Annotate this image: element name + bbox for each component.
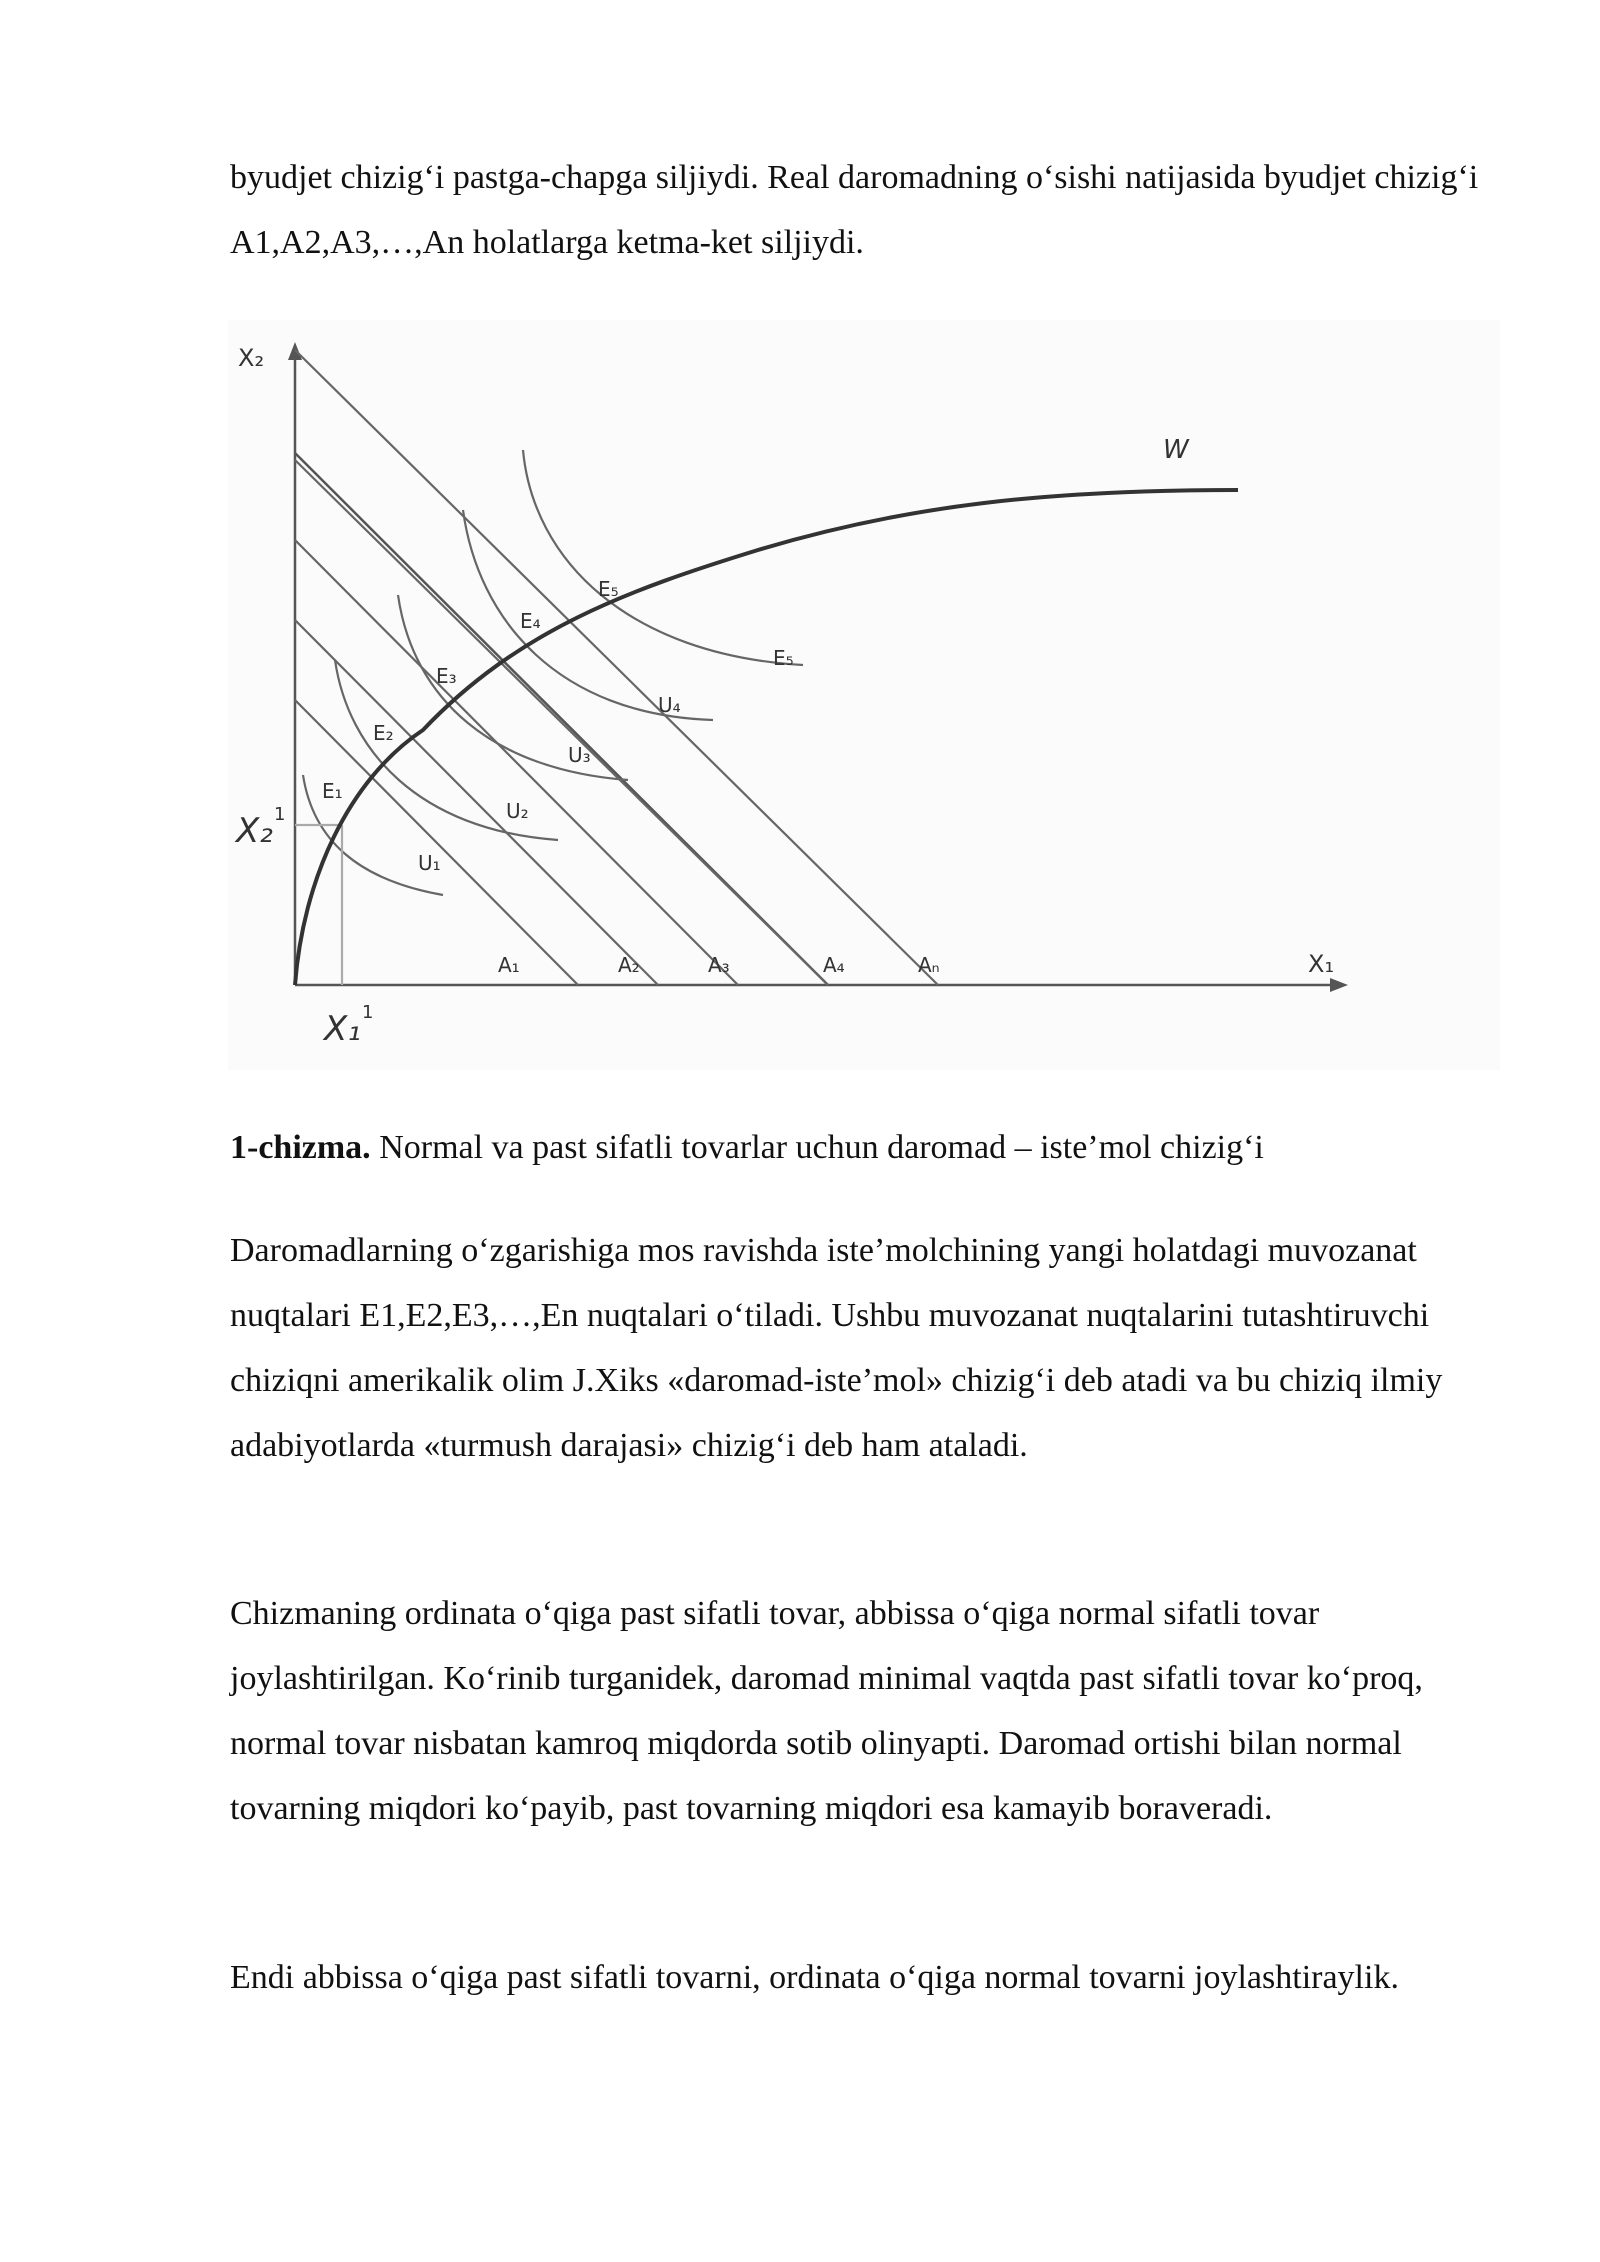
x-axis-label: X₁	[1308, 950, 1335, 978]
income-consumption-figure	[228, 320, 1500, 1070]
caption-number: 1-chizma.	[230, 1129, 371, 1166]
budget-label-1: A₁	[498, 953, 520, 977]
y-axis-label: X₂	[238, 344, 265, 372]
budget-label-4: A₄	[823, 953, 845, 977]
paragraph-1: Daromadlarning o‘zgarishiga mos ravishda iste’molchining yangi holatdagi muvozanat nuqtalari E1,E2,E3,…,En nuqtalari o‘tiladi. Ushbu muvozanat nuqtalarini tutashtiruvchi chiziqni amerikalik olim J.Xiks «daromad-iste’mol» chizig‘i deb atadi va bu chiziq ilmiy adabiyotlarda «turmush darajasi» chizig‘i deb ham ataladi.	[230, 1232, 1443, 1464]
equilibrium-label-3: E₃	[436, 664, 457, 688]
figure-caption	[230, 1115, 1510, 1180]
equilibrium-label-5: E₅	[598, 577, 619, 601]
intro-paragraph: byudjet chizig‘i pastga-chapga siljiydi. Real daromadning o‘sishi natijasida byudjet chizig‘i A1,A2,A3,…,An holatlarga ketma-ket siljiydi.	[230, 159, 1479, 261]
utility-label-2: U₂	[506, 799, 529, 823]
x2-mark-label: X₂	[236, 811, 273, 851]
paragraph-2: Chizmaning ordinata o‘qiga past sifatli tovar, abbissa o‘qiga normal sifatli tovar joylashtirilgan. Ko‘rinib turganidek, daromad minimal vaqtda past sifatli tovar ko‘proq, normal tovar nisbatan kamroq miqdorda sotib olinyapti. Daromad ortishi bilan normal tovarning miqdori ko‘payib, past tovarning miqdori esa kamayib boraveradi.	[230, 1595, 1423, 1827]
equilibrium-label-1: E₁	[322, 779, 343, 803]
budget-label-n: Aₙ	[918, 953, 940, 977]
equilibrium-label-4: E₄	[520, 609, 541, 633]
x2-mark-sup: 1	[274, 804, 286, 825]
figure-diagram	[228, 320, 1500, 1070]
w-curve-label: W	[1163, 435, 1189, 465]
equilibrium-label-2: E₂	[373, 721, 394, 745]
caption-text: Normal va past sifatli tovarlar uchun daromad – iste’mol chizig‘i	[370, 1129, 1264, 1166]
utility-label-4: U₄	[658, 693, 681, 717]
x1-mark-sup: 1	[362, 1002, 374, 1023]
utility-label-1: U₁	[418, 851, 441, 875]
paragraph-3: Endi abbissa o‘qiga past sifatli tovarni, ordinata o‘qiga normal tovarni joylashtiraylik.	[230, 1959, 1399, 1996]
x1-mark-label: X₁	[324, 1009, 361, 1049]
budget-label-2: A₂	[618, 953, 640, 977]
budget-label-3: A₃	[708, 953, 730, 977]
utility-label-3: U₃	[568, 743, 591, 767]
utility-label-5: E₅	[773, 646, 794, 670]
